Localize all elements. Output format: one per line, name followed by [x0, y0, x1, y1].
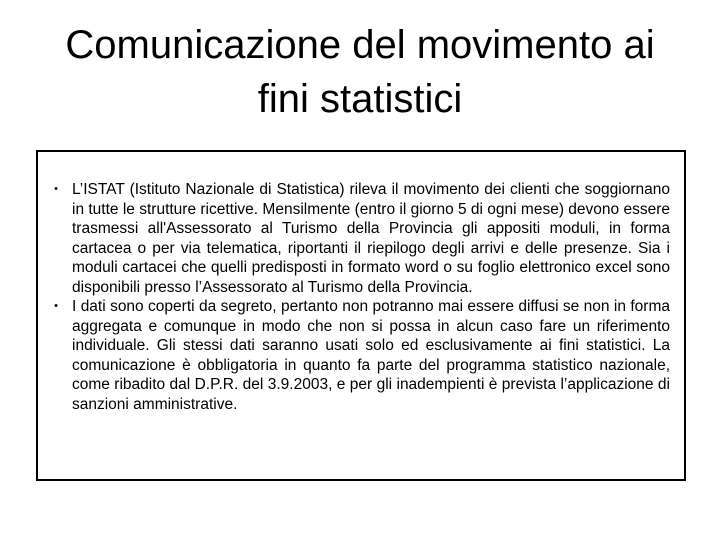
bullet-item-privacy: [38, 297, 670, 414]
content-box: [36, 150, 686, 481]
bullet-item-istat: [38, 180, 670, 297]
slide-title-line-2: fini statistici: [257, 77, 463, 121]
slide-title: [0, 18, 720, 126]
bullet-marker: •: [54, 183, 58, 195]
bullet-text: I dati sono coperti da segreto, pertanto non potranno mai essere diffusi se non in forma aggregata e comunque in modo che non si possa in alcun caso fare un riferimento individuale. Gli stessi dati saranno usati solo ed esclusivamente ai fini statistici. La comunicazione è obbligatoria in quanto fa parte del programma statistico nazionale, come ribadito dal D.P.R. del 3.9.2003, e per gli inadempienti è prevista l’applicazione di sanzioni amministrative.: [72, 298, 670, 413]
bullet-list: [38, 180, 670, 414]
bullet-marker: •: [54, 300, 58, 312]
slide-title-line-1: Comunicazione del movimento ai: [65, 23, 655, 67]
bullet-text: L’ISTAT (Istituto Nazionale di Statistica) rileva il movimento dei clienti che soggiornano in tutte le strutture ricettive. Mensilmente (entro il giorno 5 di ogni mese) devono essere trasmessi all'Assessorato al Turismo della Provincia gli appositi moduli, in forma cartacea o per via telematica, riportanti il riepilogo degli arrivi e delle presenze. Sia i moduli cartacei che quelli predisposti in formato word o su foglio elettronico excel sono disponibili presso l’Assessorato al Turismo della Provincia.: [72, 181, 670, 296]
